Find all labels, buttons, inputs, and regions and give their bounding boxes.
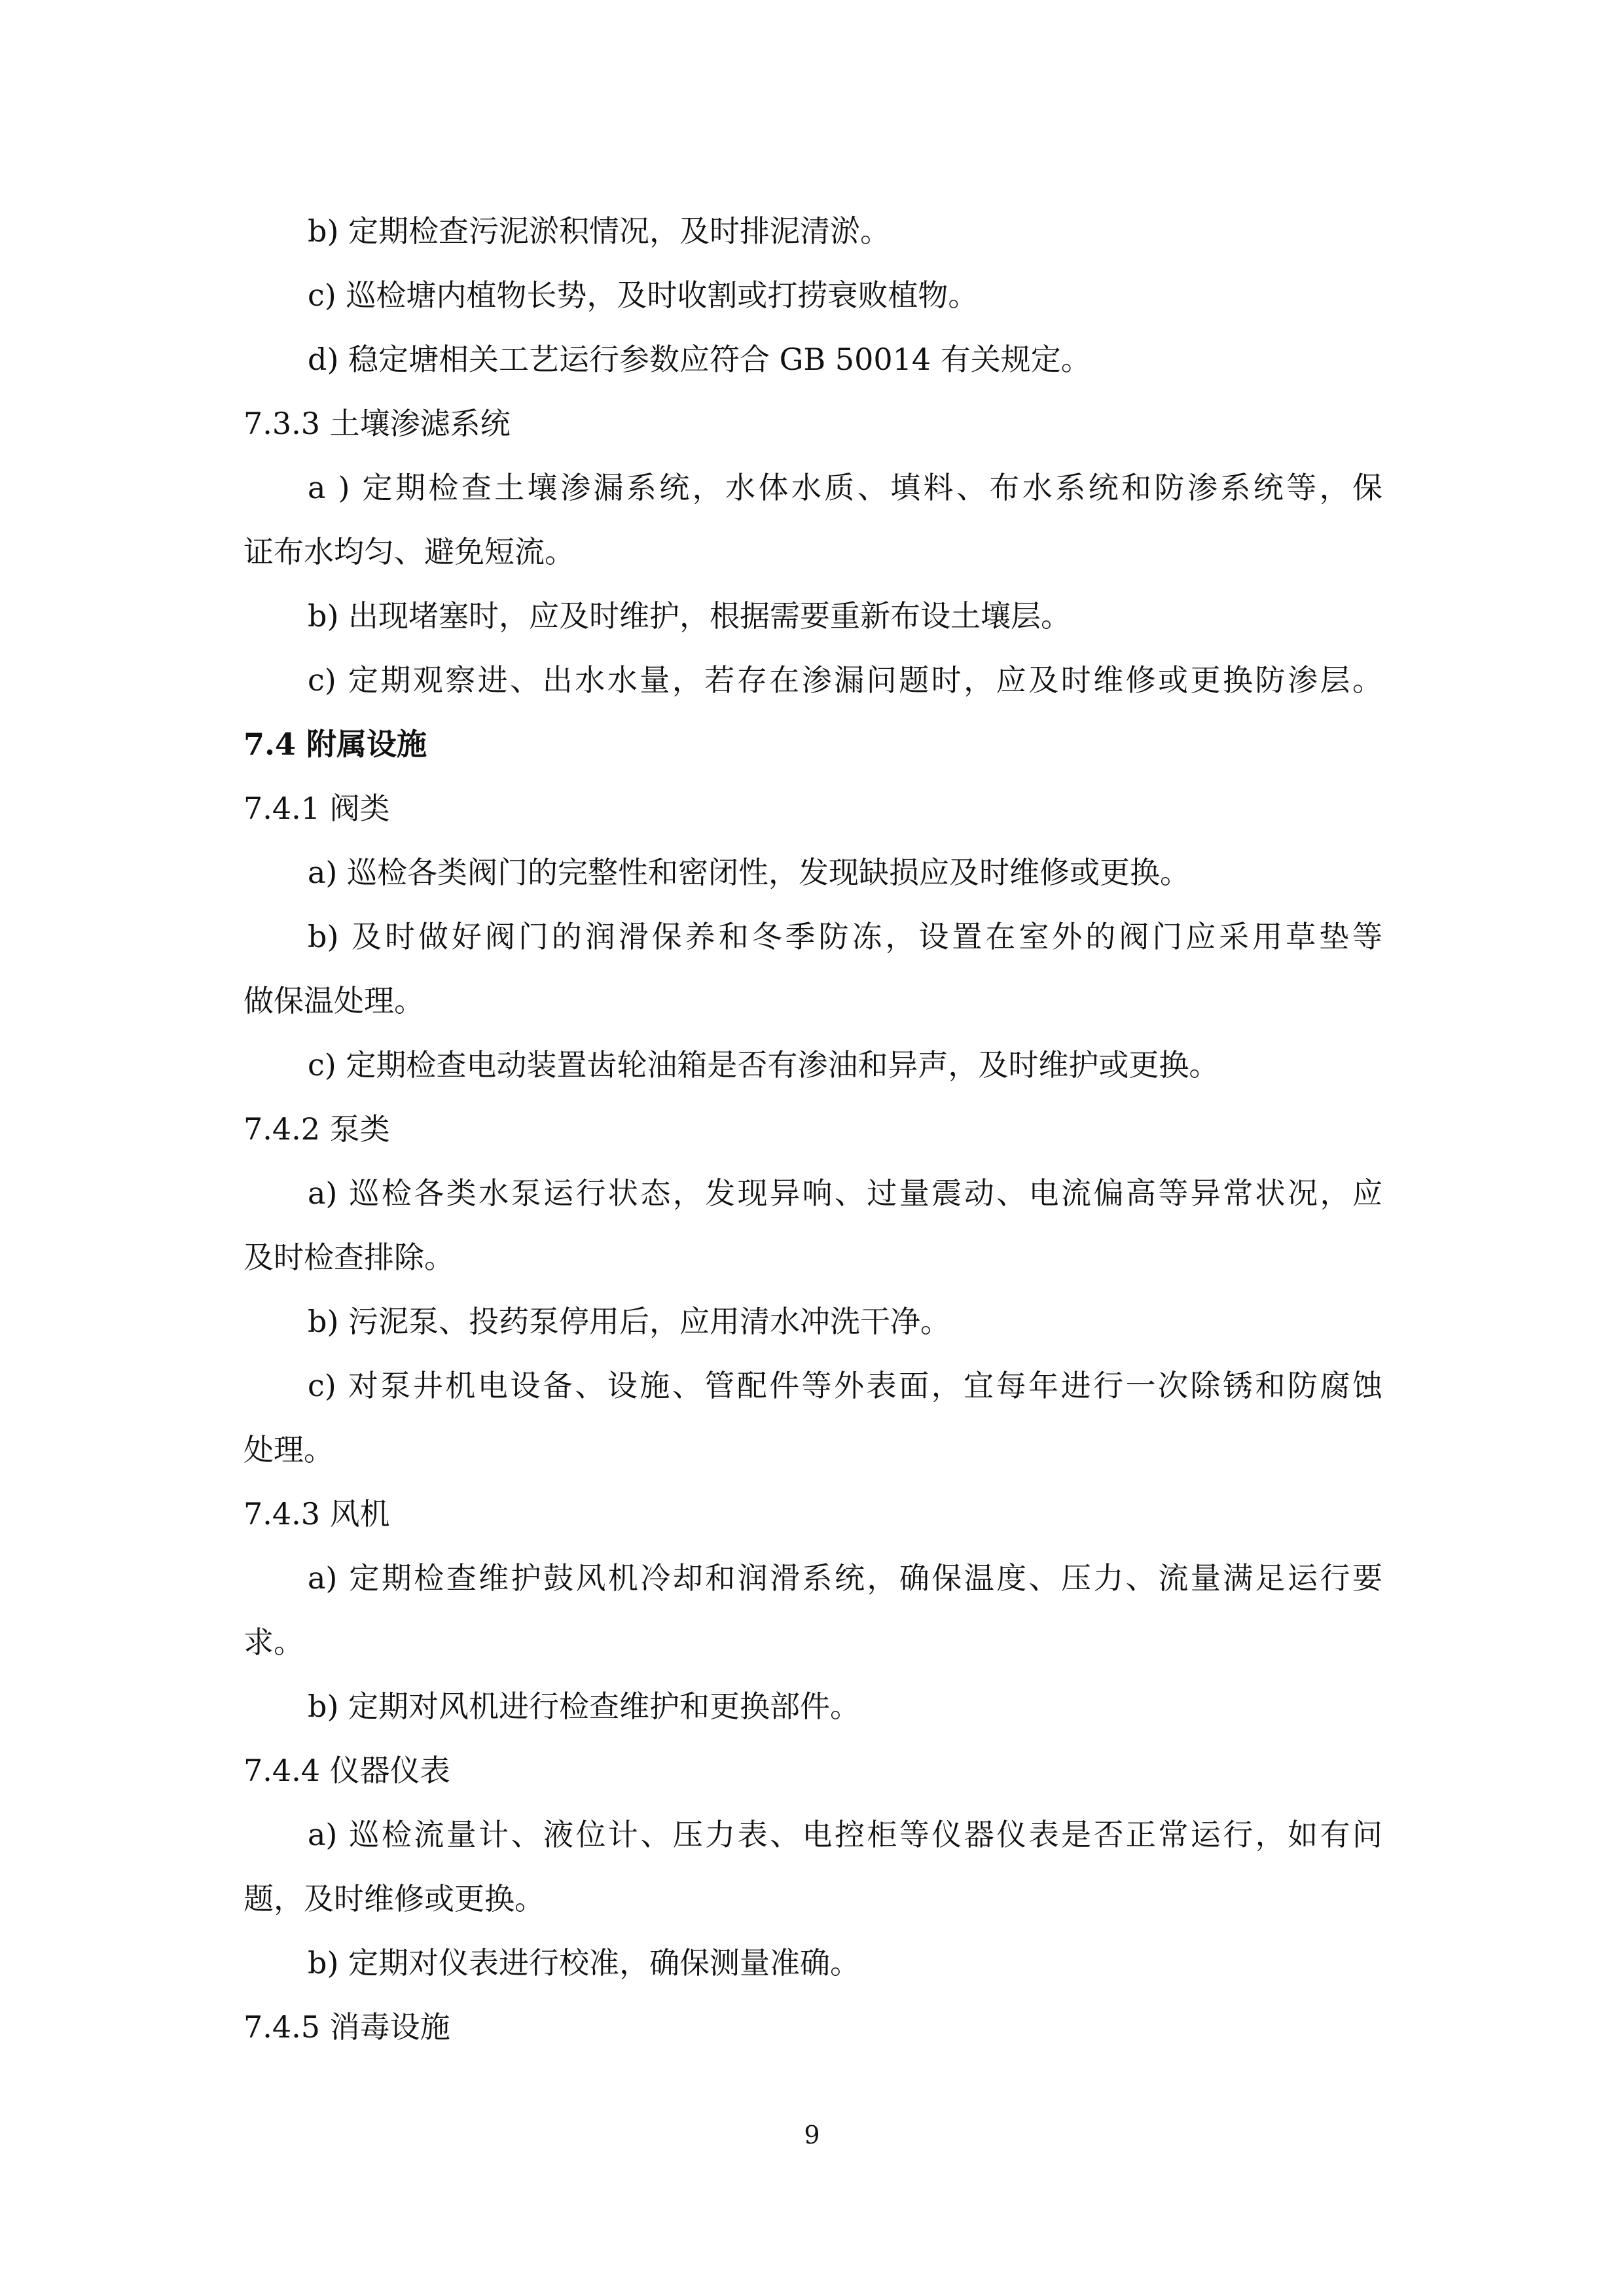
item-7-3-3-b: b) 出现堵塞时，应及时维护，根据需要重新布设土壤层。 — [308, 598, 1072, 634]
item-7-3-2-c: c) 巡检塘内植物长势，及时收割或打捞衰败植物。 — [308, 278, 979, 313]
item-7-4-2-a-line1: a) 巡检各类水泵运行状态，发现异响、过量震动、电流偏高等异常状况，应 — [308, 1175, 1382, 1211]
section-heading-7-4-5: 7.4.5 消毒设施 — [244, 2009, 450, 2045]
item-7-4-2-a-line2: 及时检查排除。 — [244, 1240, 454, 1275]
item-7-4-3-b: b) 定期对风机进行检查维护和更换部件。 — [308, 1689, 861, 1724]
section-heading-7-4-2: 7.4.2 泵类 — [244, 1111, 390, 1147]
item-7-4-1-b-line2: 做保温处理。 — [244, 983, 424, 1018]
section-heading-7-4: 7.4 附属设施 — [244, 726, 427, 762]
item-7-3-3-a-line1: a ) 定期检查土壤渗漏系统，水体水质、填料、布水系统和防渗系统等，保 — [308, 470, 1382, 505]
section-heading-7-3-3: 7.3.3 土壤渗滤系统 — [244, 406, 511, 441]
item-7-4-2-c-line1: c) 对泵井机电设备、设施、管配件等外表面，宜每年进行一次除锈和防腐蚀 — [308, 1368, 1382, 1403]
item-7-4-3-a-line1: a) 定期检查维护鼓风机冷却和润滑系统，确保温度、压力、流量满足运行要 — [308, 1560, 1382, 1596]
item-7-4-1-a: a) 巡检各类阀门的完整性和密闭性，发现缺损应及时维修或更换。 — [308, 855, 1190, 890]
document-body — [244, 199, 1382, 2059]
section-heading-7-4-1: 7.4.1 阀类 — [244, 791, 390, 826]
item-7-3-3-c: c) 定期观察进、出水水量，若存在渗漏问题时，应及时维修或更换防渗层。 — [308, 662, 1382, 698]
item-7-4-2-c-line2: 处理。 — [244, 1432, 334, 1467]
item-7-3-3-a-line2: 证布水均匀、避免短流。 — [244, 534, 575, 569]
item-7-4-3-a-line2: 求。 — [244, 1624, 304, 1660]
item-7-4-4-a-line1: a) 巡检流量计、液位计、压力表、电控柜等仪器仪表是否正常运行，如有问 — [308, 1817, 1382, 1852]
item-7-3-2-d: d) 稳定塘相关工艺运行参数应符合 GB 50014 有关规定。 — [308, 342, 1091, 377]
item-7-4-4-a-line2: 题，及时维修或更换。 — [244, 1881, 545, 1916]
item-7-4-4-b: b) 定期对仪表进行校准，确保测量准确。 — [308, 1945, 861, 1981]
item-7-3-2-b: b) 定期检查污泥淤积情况，及时排泥清淤。 — [308, 213, 891, 249]
item-7-4-2-b: b) 污泥泵、投药泵停用后，应用清水冲洗干净。 — [308, 1304, 951, 1339]
item-7-4-1-b-line1: b) 及时做好阀门的润滑保养和冬季防冻，设置在室外的阀门应采用草垫等 — [308, 919, 1382, 954]
item-7-4-1-c: c) 定期检查电动装置齿轮油箱是否有渗油和异声，及时维护或更换。 — [308, 1047, 1219, 1083]
section-heading-7-4-3: 7.4.3 风机 — [244, 1496, 390, 1532]
section-heading-7-4-4: 7.4.4 仪器仪表 — [244, 1753, 450, 1788]
page-number: 9 — [804, 2121, 820, 2149]
